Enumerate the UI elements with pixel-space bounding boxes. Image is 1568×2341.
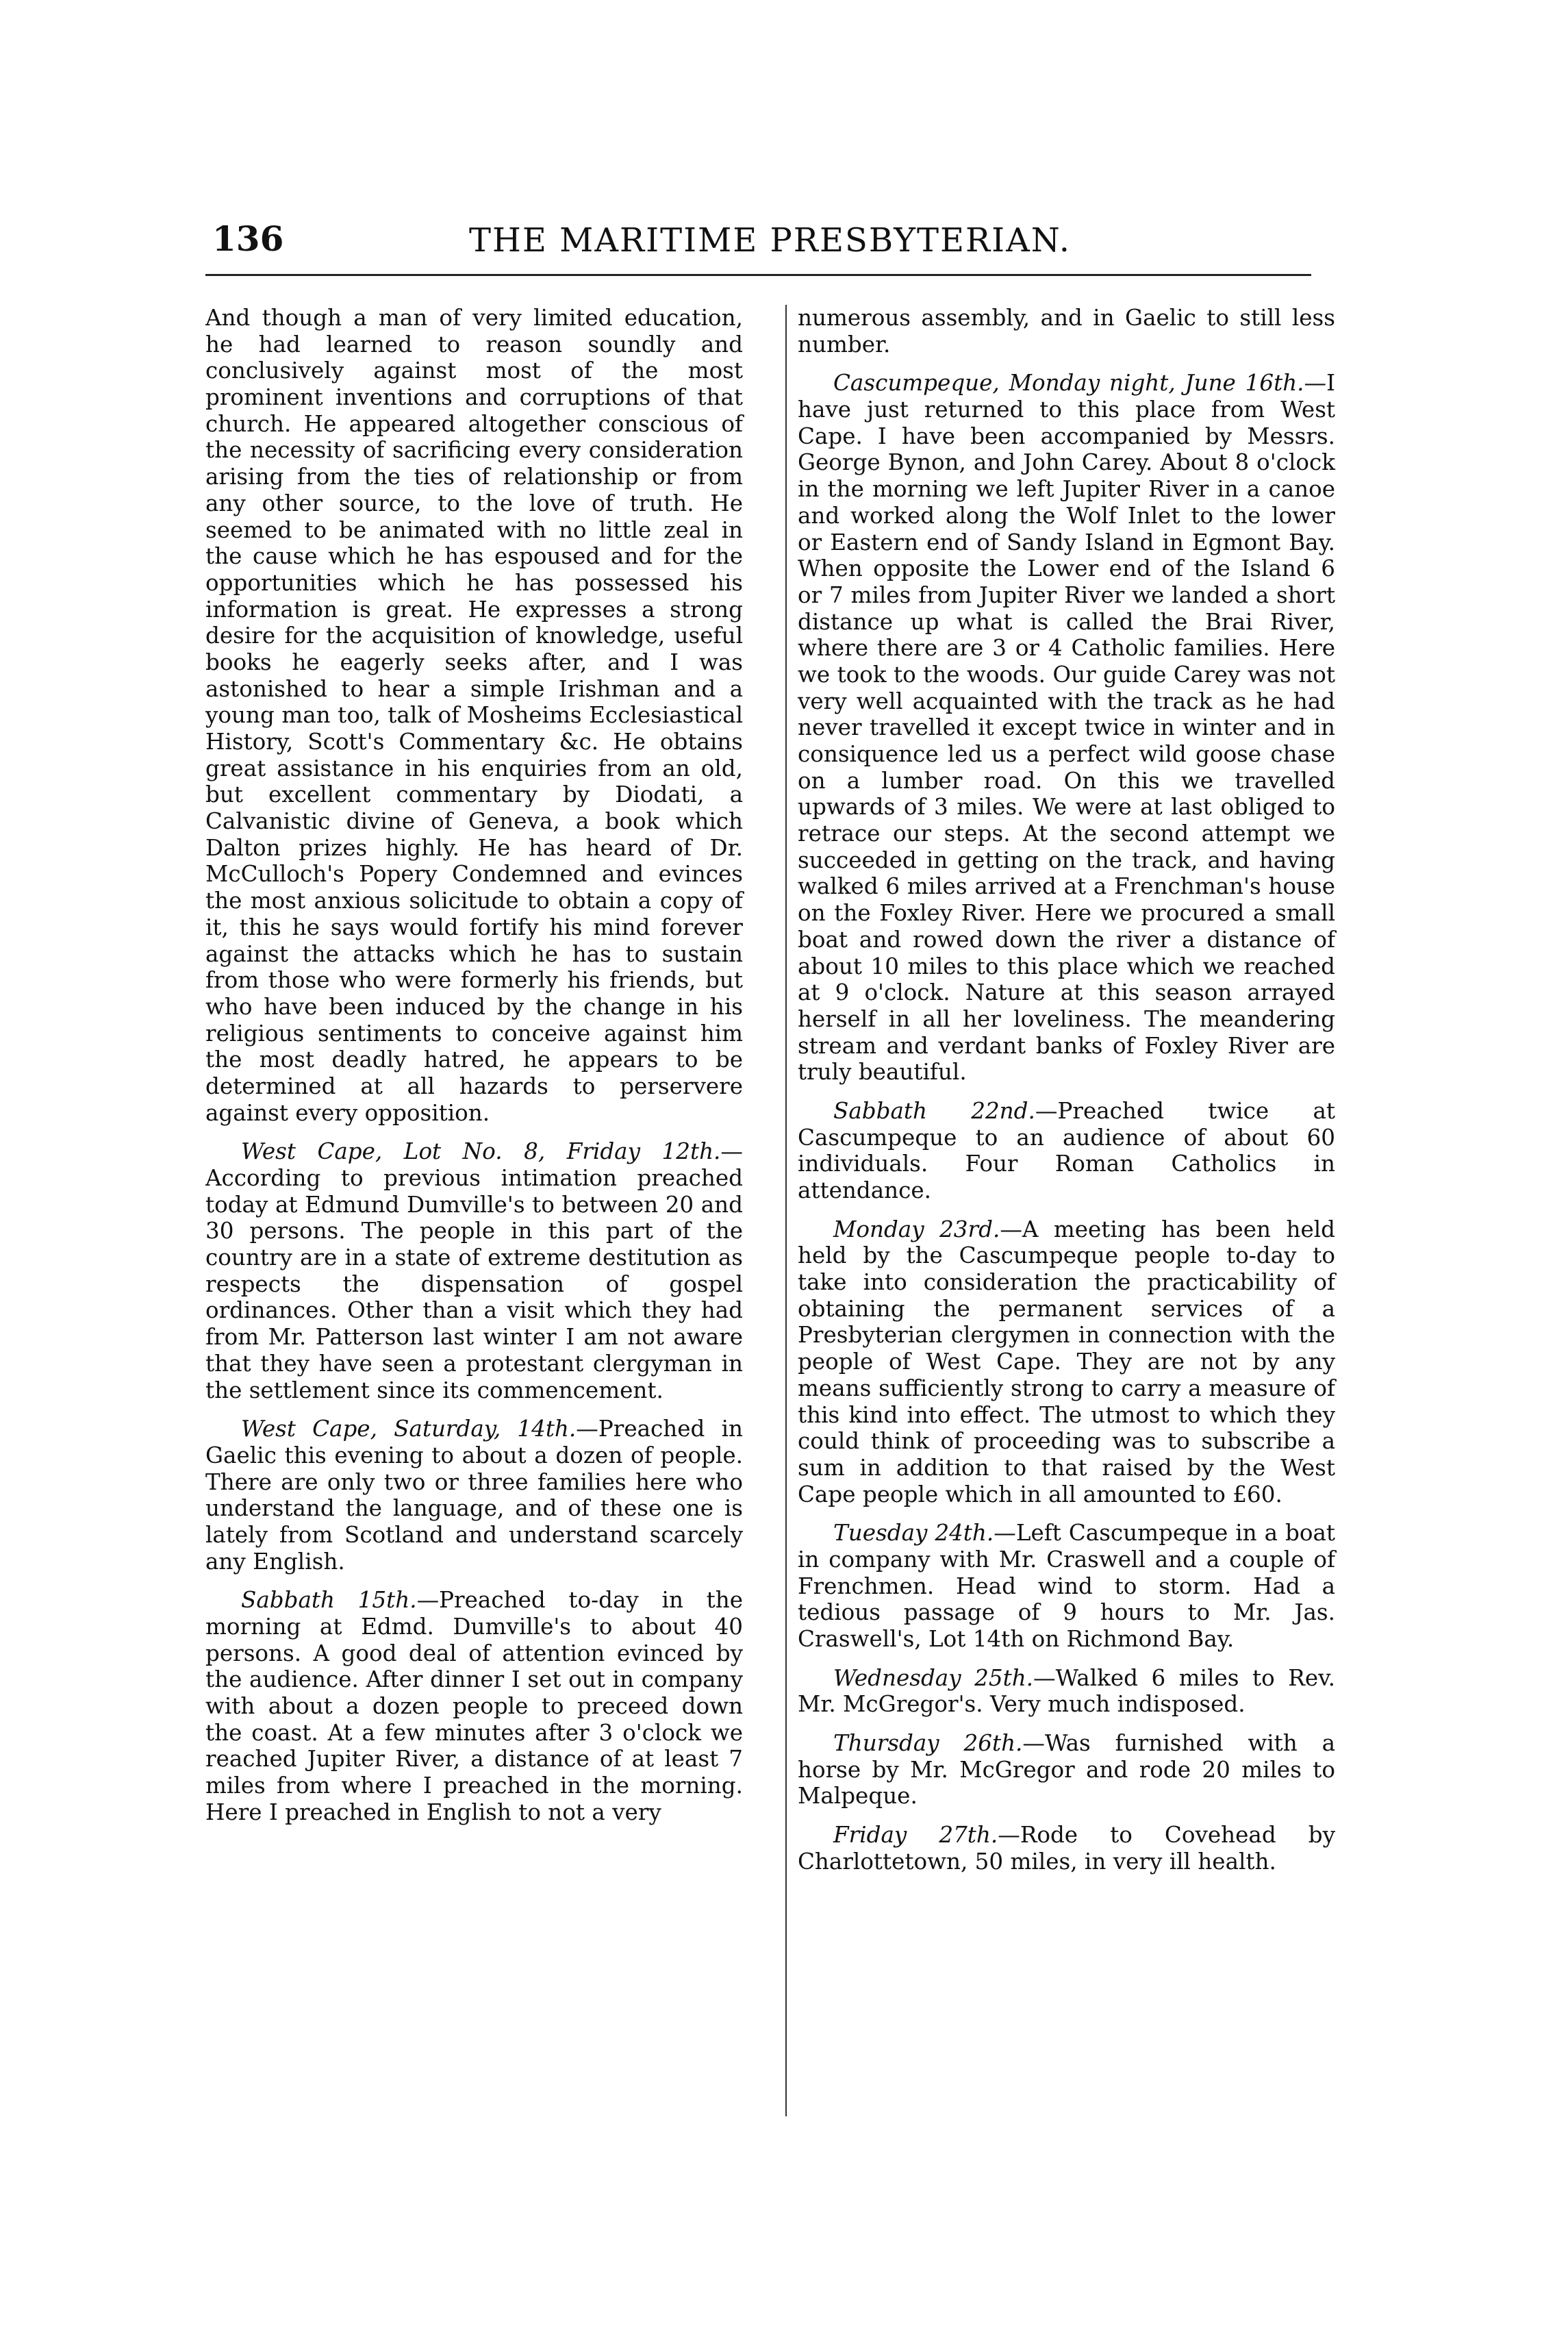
entry-heading: Tuesday 24th. (833, 1520, 994, 1547)
left-column (205, 305, 743, 1826)
paragraph: Cascumpeque, Monday night, June 16th.—I have just returned to this place from West Cape. I have been accompanied by Messrs. George Bynon, and John Carey. About 8 o'clock in the morning we left Jupiter River in a canoe and worked along the Wolf Inlet to the lower or Eastern end of Sandy Island in Egmont Bay. When opposite the Lower end of the Island 6 or 7 miles from Jupiter River we landed a short distance up what is called the Brai River, where there are 3 or 4 Catholic families. Here we took to the woods. Our guide Carey was not very well acquainted with the track as he had never travelled it except twice in winter and in consiquence led us a perfect wild goose chase on a lumber road. On this we travelled upwards of 3 miles. We were at last obliged to retrace our steps. At the second attempt we succeeded in getting on the track, and having walked 6 miles arrived at a Frenchman's house on the Foxley River. Here we procured a small boat and rowed down the river a distance of about 10 miles to this place which we reached at 9 o'clock. Nature at this season arrayed herself in all her loveliness. The meandering stream and verdant banks of Foxley River are truly beautiful. (798, 370, 1335, 1086)
entry-heading: Monday 23rd. (833, 1216, 1000, 1242)
entry-heading: Friday 27th. (833, 1822, 998, 1849)
running-title: THE MARITIME PRESBYTERIAN. (469, 221, 1071, 260)
paragraph: numerous assembly, and in Gaelic to still less number. (798, 305, 1335, 358)
paragraph: Sabbath 22nd.—Preached twice at Cascumpeque to an audience of about 60 individuals. Four Roman Catholics in attendance. (798, 1097, 1335, 1203)
paragraph: Tuesday 24th.—Left Cascumpeque in a boat in company with Mr. Craswell and a couple of Frenchmen. Head wind to storm. Had a tedious passage of 9 hours to Mr. Jas. Craswell's, Lot 14th on Richmond Bay. (798, 1520, 1335, 1652)
column-divider (785, 305, 787, 2116)
entry-heading: Cascumpeque, Monday night, June 16th. (833, 370, 1304, 397)
entry-heading: West Cape, Saturday, 14th. (241, 1416, 577, 1442)
entry-heading: West Cape, Lot No. 8, Friday 12th. (241, 1138, 721, 1165)
paragraph: Monday 23rd.—A meeting has been held held by the Cascumpeque people to-day to take into consideration the practicability of obtaining the permanent services of a Presbyterian clergymen in connection with the people of West Cape. They are not by any means sufficiently strong to carry a measure of this kind into effect. The utmost to which they could think of proceeding was to subscribe a sum in addition to that raised by the West Cape people which in all amounted to £60. (798, 1216, 1335, 1507)
paragraph: Sabbath 15th.—Preached to-day in the morning at Edmd. Dumville's to about 40 persons. A good deal of attention evinced by the audience. After dinner I set out in company with about a dozen people to preceed down the coast. At a few minutes after 3 o'clock we reached Jupiter River, a distance of at least 7 miles from where I preached in the morning. Here I preached in English to not a very (205, 1587, 744, 1825)
paragraph: Thursday 26th.—Was furnished with a horse by Mr. McGregor and rode 20 miles to Malpeque. (798, 1730, 1335, 1810)
entry-heading: Thursday 26th. (833, 1730, 1023, 1757)
paragraph: Friday 27th.—Rode to Covehead by Charlottetown, 50 miles, in very ill health. (798, 1822, 1335, 1875)
entry-heading: Sabbath 22nd. (833, 1097, 1035, 1124)
paragraph: West Cape, Saturday, 14th.—Preached in Gaelic this evening to about a dozen of people. There are only two or three families here who understand the language, and of these one is lately from Scotland and understand scarcely any English. (205, 1416, 743, 1575)
entry-heading: Sabbath 15th. (241, 1587, 417, 1614)
right-column (798, 305, 1335, 1875)
header-rule (205, 274, 1311, 276)
page-number: 136 (212, 218, 284, 259)
page-header (205, 216, 1315, 271)
paragraph: West Cape, Lot No. 8, Friday 12th.— According to previous intimation preached today at Edmund Dumville's to between 20 and 30 persons. The people in this part of the country are in a state of extreme destitution as respects the dispensation of gospel ordinances. Other than a visit which they had from Mr. Patterson last winter I am not aware that they have seen a protestant clergyman in the settlement since its commencement. (205, 1138, 743, 1403)
paragraph: And though a man of very limited education, he had learned to reason soundly and conclusively against most of the most prominent inventions and corruptions of that church. He appeared altogether conscious of the necessity of sacrificing every consideration arising from the ties of relationship or from any other source, to the love of truth. He seemed to be animated with no little zeal in the cause which he has espoused and for the opportunities which he has possessed his information is great. He expresses a strong desire for the acquisition of knowledge, useful books he eagerly seeks after, and I was astonished to hear a simple Irishman and a young man too, talk of Mosheims Ecclesiastical History, Scott's Commentary &c. He obtains great assistance in his enquiries from an old, but excellent commentary by Diodati, a Calvanistic divine of Geneva, a book which Dalton prizes highly. He has heard of Dr. McCulloch's Popery Condemned and evinces the most anxious solicitude to obtain a copy of it, this he says would fortify his mind forever against the attacks which he has to sustain from those who were formerly his friends, but who have been induced by the change in his religious sentiments to conceive against him the most deadly hatred, he appears to be determined at all hazards to perservere against every opposition. (205, 305, 743, 1126)
entry-heading: Wednesday 25th. (833, 1664, 1034, 1691)
paragraph: Wednesday 25th.—Walked 6 miles to Rev. Mr. McGregor's. Very much indisposed. (798, 1664, 1335, 1718)
